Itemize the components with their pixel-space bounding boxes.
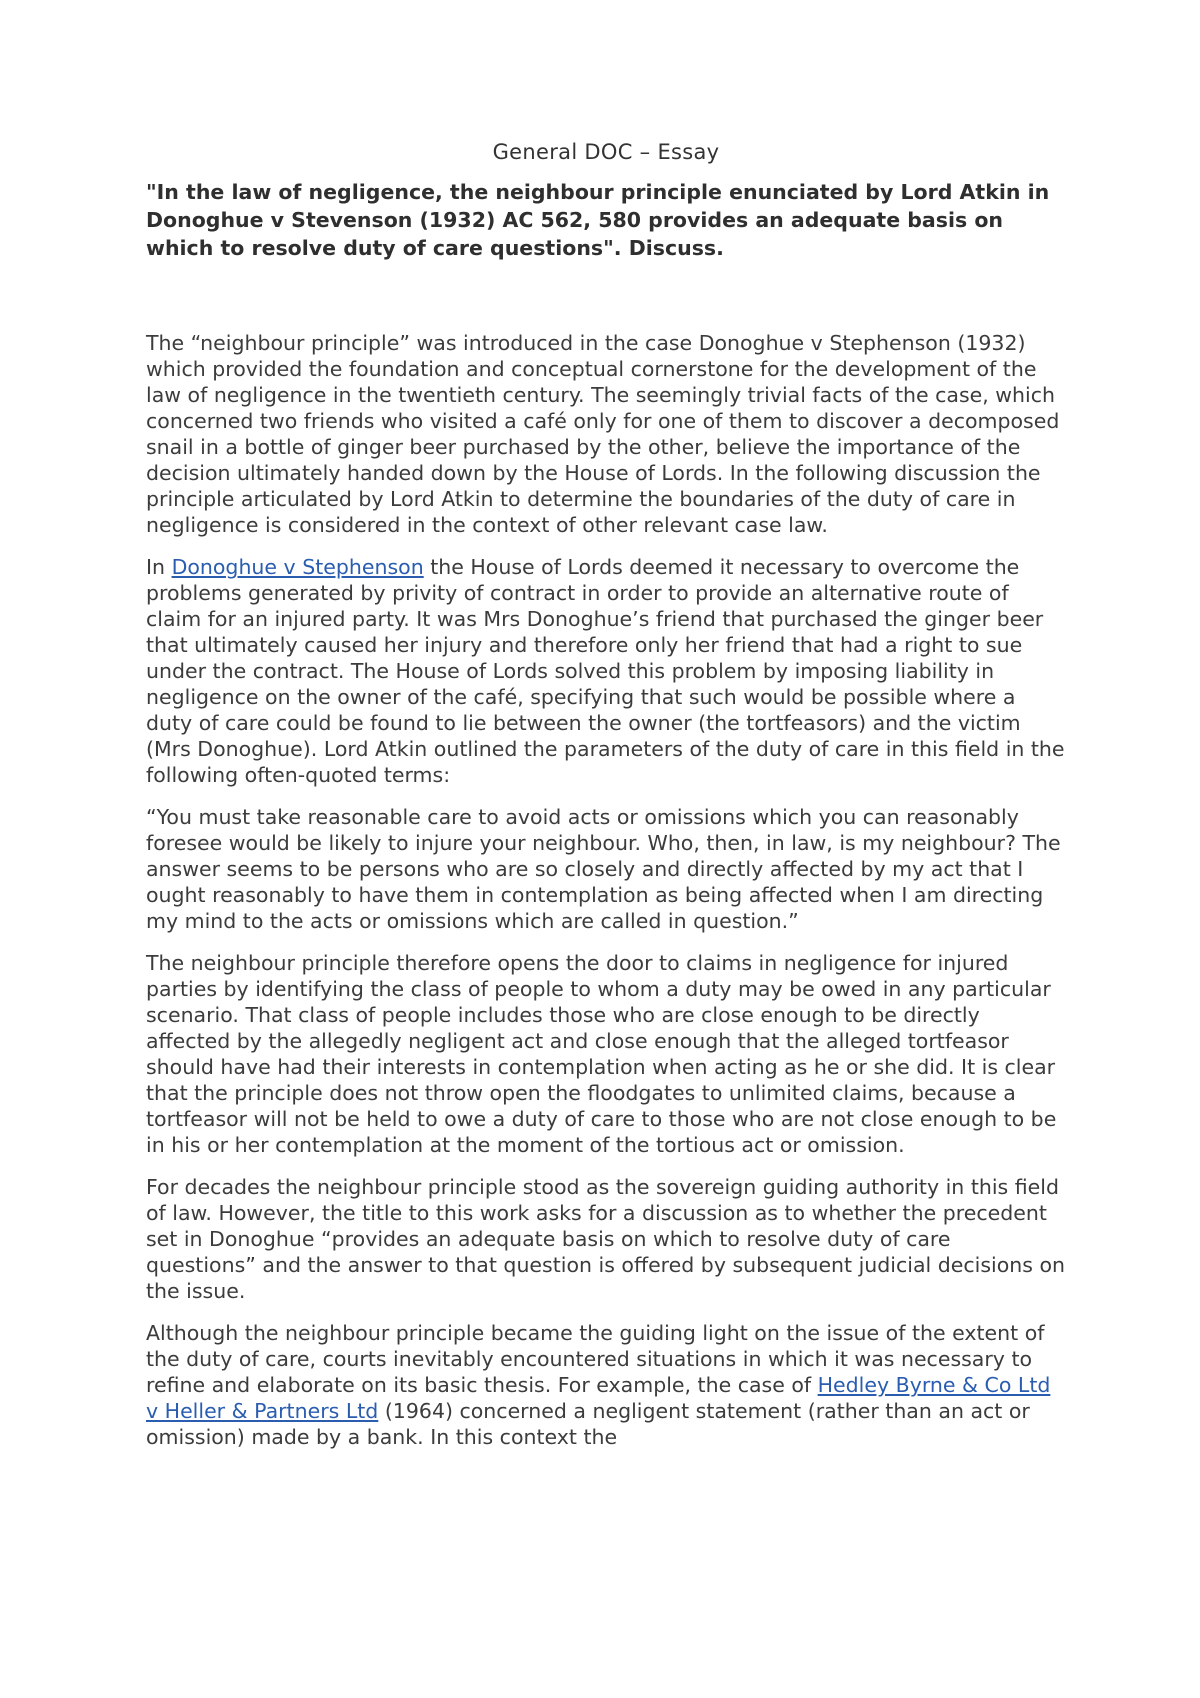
- hedley-byrne-case-link[interactable]: Hedley Byrne & Co Ltd v Heller & Partners Ltd: [146, 1373, 1051, 1423]
- document-title: General DOC – Essay: [492, 140, 720, 164]
- paragraph-2-text-start: In: [146, 555, 172, 579]
- essay-question: "In the law of negligence, the neighbour principle enunciated by Lord Atkin in Donoghue v Stevenson (1932) AC 562, 580 provides an adequate basis on which to resolve duty of care questions". Discuss.: [146, 180, 1050, 260]
- paragraph-6-text-end: (1964) concerned a negligent statement (rather than an act or omission) made by a bank. In this context the: [146, 1399, 1030, 1449]
- donoghue-case-link[interactable]: Donoghue v Stephenson: [171, 555, 424, 579]
- paragraph-3-quote: “You must take reasonable care to avoid acts or omissions which you can reasonably foresee would be likely to injure your neighbour. Who, then, in law, is my neighbour? The answer seems to be persons who are so closely and directly affected by my act that I ought reasonably to have them in contemplation as being affected when I am directing my mind to the acts or omissions which are called in question.”: [146, 805, 1061, 933]
- document-page: [146, 140, 1066, 1466]
- paragraph-1: The “neighbour principle” was introduced in the case Donoghue v Stephenson (1932) which provided the foundation and conceptual cornerstone for the development of the law of negligence in the twentieth century. The seemingly trivial facts of the case, which concerned two friends who visited a café only for one of them to discover a decomposed snail in a bottle of ginger beer purchased by the other, believe the importance of the decision ultimately handed down by the House of Lords. In the following discussion the principle articulated by Lord Atkin to determine the boundaries of the duty of care in negligence is considered in the context of other relevant case law.: [146, 331, 1060, 537]
- paragraph-6-text-start: Although the neighbour principle became the guiding light on the issue of the extent of the duty of care, courts inevitably encountered situations in which it was necessary to refine and elaborate on its basic thesis. For example, the case of: [146, 1321, 1045, 1397]
- paragraph-5: For decades the neighbour principle stood as the sovereign guiding authority in this field of law. However, the title to this work asks for a discussion as to whether the precedent set in Donoghue “provides an adequate basis on which to resolve duty of care questions” and the answer to that question is offered by subsequent judicial decisions on the issue.: [146, 1175, 1065, 1303]
- paragraph-4: The neighbour principle therefore opens the door to claims in negligence for injured parties by identifying the class of people to whom a duty may be owed in any particular scenario. That class of people includes those who are close enough to be directly affected by the allegedly negligent act and close enough that the alleged tortfeasor should have had their interests in contemplation when acting as he or she did. It is clear that the principle does not throw open the floodgates to unlimited claims, because a tortfeasor will not be held to owe a duty of care to those who are not close enough to be in his or her contemplation at the moment of the tortious act or omission.: [146, 951, 1057, 1157]
- paragraph-6: [146, 1320, 1066, 1450]
- paragraph-2-text-end: the House of Lords deemed it necessary to overcome the problems generated by privity of contract in order to provide an alternative route of claim for an injured party. It was Mrs Donoghue’s friend that purchased the ginger beer that ultimately caused her injury and therefore only her friend that had a right to sue under the contract. The House of Lords solved this problem by imposing liability in negligence on the owner of the café, specifying that such would be possible where a duty of care could be found to lie between the owner (the tortfeasors) and the victim (Mrs Donoghue). Lord Atkin outlined the parameters of the duty of care in this field in the following often-quoted terms:: [146, 555, 1065, 787]
- paragraph-2: [146, 554, 1066, 788]
